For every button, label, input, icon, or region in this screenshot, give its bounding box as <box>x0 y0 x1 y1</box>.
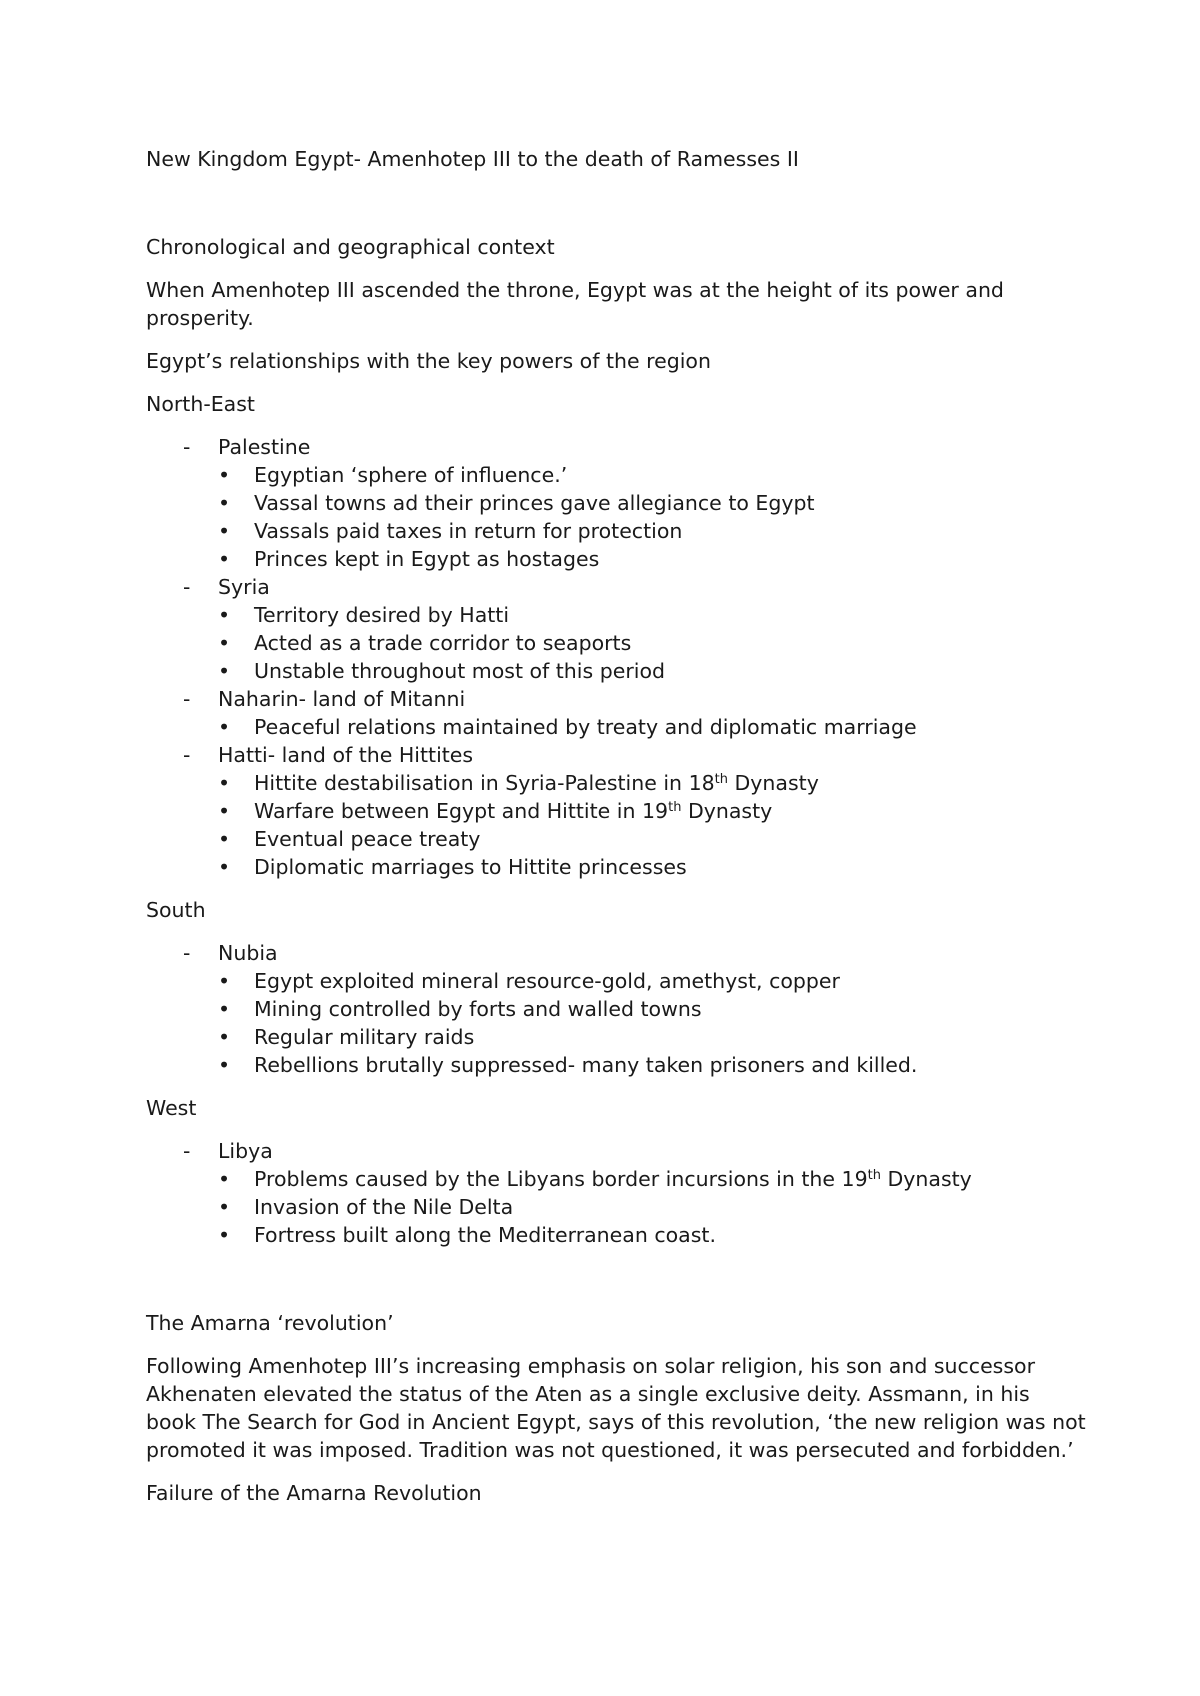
region-heading-west: West <box>146 1096 197 1120</box>
north-east-list <box>146 433 1086 881</box>
bullet-marker: • <box>218 855 231 879</box>
list-item <box>218 461 1086 489</box>
list-item <box>218 769 1086 797</box>
section-heading-failure: Failure of the Amarna Revolution <box>146 1481 482 1505</box>
list-item-text: Dynasty <box>880 1167 972 1191</box>
bullet-list <box>218 769 1086 881</box>
list-item <box>218 797 1086 825</box>
list-item-text: Egyptian ‘sphere of influence.’ <box>254 463 568 487</box>
dash-marker: - <box>183 1139 191 1163</box>
intro-paragraph: When Amenhotep III ascended the throne, Egypt was at the height of its power and prosperity. <box>146 278 1004 330</box>
list-item-text: Territory desired by Hatti <box>254 603 510 627</box>
list-item-text: Rebellions brutally suppressed- many taken prisoners and killed. <box>254 1053 918 1077</box>
region-label: Hatti- land of the Hittites <box>218 743 474 767</box>
list-item-text: Problems caused by the Libyans border incursions in the 19 <box>254 1167 868 1191</box>
dash-marker: - <box>183 743 191 767</box>
bullet-marker: • <box>218 1195 231 1219</box>
south-list <box>146 939 1086 1079</box>
list-item-text: Regular military raids <box>254 1025 475 1049</box>
list-item-text: Vassal towns ad their princes gave allegiance to Egypt <box>254 491 815 515</box>
list-item <box>218 1165 1086 1193</box>
relations-heading: Egypt’s relationships with the key powers of the region <box>146 349 711 373</box>
bullet-list <box>218 601 1086 685</box>
region-heading-north-east: North-East <box>146 392 255 416</box>
region-item-nubia <box>146 939 1086 1079</box>
bullet-marker: • <box>218 1223 231 1247</box>
bullet-marker: • <box>218 771 231 795</box>
list-item-text: Fortress built along the Mediterranean coast. <box>254 1223 716 1247</box>
region-label: Syria <box>218 575 270 599</box>
list-item <box>218 517 1086 545</box>
amarna-paragraph: Following Amenhotep III’s increasing emphasis on solar religion, his son and successor Akhenaten elevated the status of the Aten as a single exclusive deity. Assmann, in his book The Search for God in Ancient Egypt, says of this revolution, ‘the new religion was not promoted it was imposed. Tradition was not questioned, it was persecuted and forbidden.’ <box>146 1354 1086 1462</box>
west-list <box>146 1137 1086 1249</box>
list-item-text: Acted as a trade corridor to seaports <box>254 631 632 655</box>
region-item-libya <box>146 1137 1086 1249</box>
list-item-text: Diplomatic marriages to Hittite princesses <box>254 855 687 879</box>
document-title: New Kingdom Egypt- Amenhotep III to the death of Ramesses II <box>146 147 799 171</box>
bullet-marker: • <box>218 827 231 851</box>
region-item-naharin <box>146 685 1086 741</box>
list-item-text: Dynasty <box>681 799 773 823</box>
list-item-text: Eventual peace treaty <box>254 827 481 851</box>
list-item-text: Princes kept in Egypt as hostages <box>254 547 600 571</box>
list-item <box>218 489 1086 517</box>
list-item <box>218 1221 1086 1249</box>
region-item-palestine <box>146 433 1086 573</box>
list-item <box>218 1051 1086 1079</box>
bullet-marker: • <box>218 969 231 993</box>
list-item-text: Egypt exploited mineral resource-gold, amethyst, copper <box>254 969 840 993</box>
list-item <box>218 995 1086 1023</box>
bullet-marker: • <box>218 603 231 627</box>
section-heading-amarna: The Amarna ‘revolution’ <box>146 1311 394 1335</box>
list-item <box>218 629 1086 657</box>
bullet-marker: • <box>218 1167 231 1191</box>
bullet-marker: • <box>218 1053 231 1077</box>
list-item-text: Hittite destabilisation in Syria-Palestine in 18 <box>254 771 715 795</box>
bullet-marker: • <box>218 715 231 739</box>
ordinal-suffix: th <box>668 800 682 815</box>
region-label: Nubia <box>218 941 278 965</box>
bullet-list <box>218 461 1086 573</box>
list-item-text: Peaceful relations maintained by treaty and diplomatic marriage <box>254 715 917 739</box>
bullet-marker: • <box>218 631 231 655</box>
dash-marker: - <box>183 687 191 711</box>
region-item-syria <box>146 573 1086 685</box>
ordinal-suffix: th <box>714 772 728 787</box>
list-item <box>218 713 1086 741</box>
list-item <box>218 967 1086 995</box>
list-item-text: Warfare between Egypt and Hittite in 19 <box>254 799 669 823</box>
list-item <box>218 545 1086 573</box>
list-item <box>218 601 1086 629</box>
bullet-marker: • <box>218 799 231 823</box>
document-page <box>146 145 1086 1507</box>
ordinal-suffix: th <box>867 1168 881 1183</box>
region-label: Libya <box>218 1139 273 1163</box>
dash-marker: - <box>183 941 191 965</box>
bullet-marker: • <box>218 491 231 515</box>
bullet-list <box>218 1165 1086 1249</box>
list-item-text: Invasion of the Nile Delta <box>254 1195 514 1219</box>
bullet-list <box>218 713 1086 741</box>
list-item-text: Dynasty <box>728 771 819 795</box>
bullet-marker: • <box>218 997 231 1021</box>
bullet-list <box>218 967 1086 1079</box>
list-item-text: Unstable throughout most of this period <box>254 659 666 683</box>
list-item-text: Vassals paid taxes in return for protection <box>254 519 683 543</box>
bullet-marker: • <box>218 547 231 571</box>
bullet-marker: • <box>218 1025 231 1049</box>
region-item-hatti <box>146 741 1086 881</box>
region-heading-south: South <box>146 898 206 922</box>
bullet-marker: • <box>218 463 231 487</box>
list-item <box>218 657 1086 685</box>
region-label: Palestine <box>218 435 311 459</box>
bullet-marker: • <box>218 659 231 683</box>
list-item <box>218 1193 1086 1221</box>
bullet-marker: • <box>218 519 231 543</box>
list-item <box>218 825 1086 853</box>
list-item <box>218 1023 1086 1051</box>
dash-marker: - <box>183 575 191 599</box>
region-label: Naharin- land of Mitanni <box>218 687 466 711</box>
dash-marker: - <box>183 435 191 459</box>
list-item <box>218 853 1086 881</box>
section-heading-context: Chronological and geographical context <box>146 235 555 259</box>
list-item-text: Mining controlled by forts and walled towns <box>254 997 702 1021</box>
